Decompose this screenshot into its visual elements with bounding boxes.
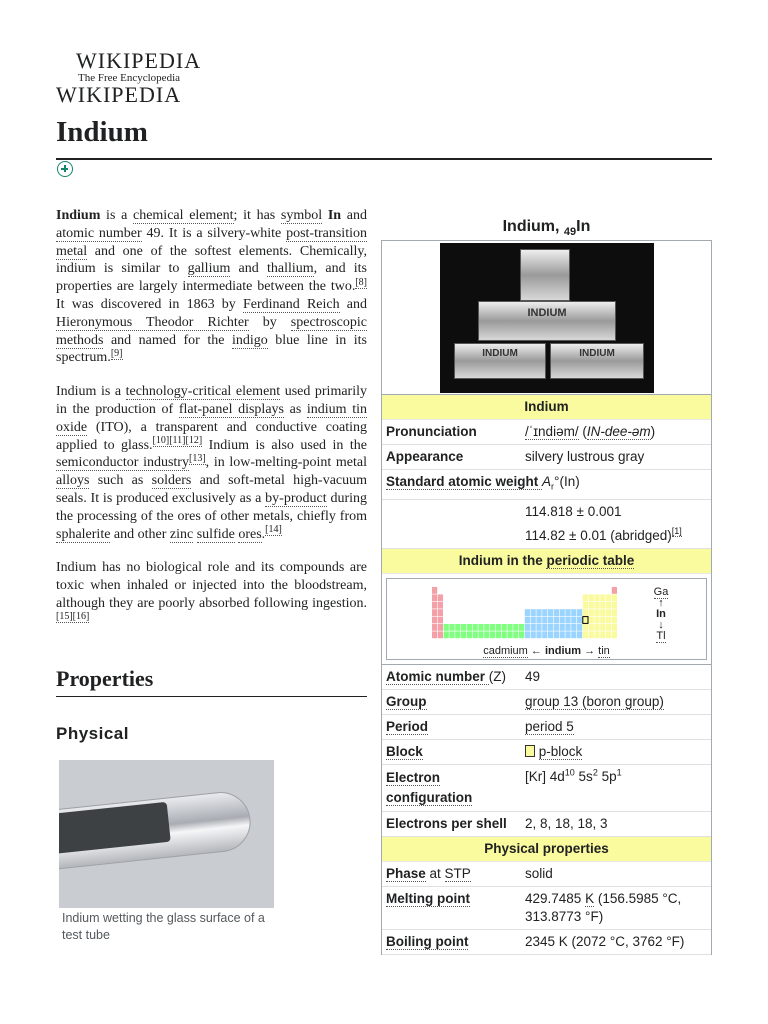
pt-cell — [548, 609, 553, 616]
pt-cell — [525, 624, 530, 631]
infobox-table — [381, 240, 712, 955]
row-label — [382, 690, 521, 714]
row-label — [382, 470, 580, 499]
ingot-right: INDIUM — [550, 343, 644, 379]
pt-cell — [531, 624, 536, 631]
pt-cell — [536, 624, 541, 631]
pt-cell — [542, 624, 547, 631]
text: . — [261, 526, 266, 542]
infobox-name-header: Indium — [382, 395, 711, 420]
pt-cell — [432, 624, 437, 631]
pt-cell — [525, 631, 530, 638]
link-gallium[interactable]: gallium — [187, 261, 231, 277]
indium-ingots-image[interactable] — [440, 243, 654, 393]
pt-cell — [577, 631, 582, 638]
stp-link[interactable]: STP — [444, 865, 471, 881]
pt-cell — [438, 631, 443, 638]
ingot-left: INDIUM — [454, 343, 546, 379]
link-flat-panel-displays[interactable]: flat-panel displays — [178, 401, 284, 417]
link-chemical-element[interactable]: chemical element — [132, 208, 234, 223]
text: 10 — [564, 767, 575, 778]
pt-cell — [484, 631, 489, 638]
kelvin-link[interactable]: K — [585, 890, 595, 906]
text: Indium has no biological role and its compounds are toxic when inhaled or injected into the bloodstream, although they are poorly absorbed following ingestion. — [56, 560, 367, 611]
section-divider — [56, 696, 367, 697]
pt-cell — [502, 631, 507, 638]
row-label — [382, 887, 521, 929]
text: (156.5985 °C, 313.8773 °F) — [525, 890, 682, 924]
link-alloys[interactable]: alloys — [56, 473, 90, 489]
text: and other — [110, 526, 170, 542]
text: 114.82 ± 0.01 (abridged) — [525, 527, 672, 543]
pt-cell — [612, 587, 617, 594]
pt-cell — [438, 609, 443, 616]
ingot-middle: INDIUM — [478, 301, 616, 341]
text: 2 — [592, 767, 598, 778]
pt-cell — [577, 616, 582, 623]
pt-cell — [577, 609, 582, 616]
link-atomic-number[interactable]: atomic number — [56, 225, 142, 241]
text: is a — [100, 208, 133, 223]
pt-cell — [432, 587, 437, 594]
pt-cell — [577, 624, 582, 631]
row-atomic-weight-label — [382, 470, 711, 500]
pt-cell — [589, 594, 594, 601]
row-value: solid — [525, 865, 553, 881]
pt-cell — [478, 624, 483, 631]
arrow-left-icon: ← — [527, 644, 545, 657]
row-value — [521, 715, 711, 739]
pt-cell — [490, 631, 495, 638]
pt-cell — [473, 631, 478, 638]
section-heading-properties: Properties — [56, 666, 154, 691]
pt-cell — [438, 601, 443, 608]
indium-symbol: In — [656, 607, 666, 620]
text: used primarily in the production of — [56, 384, 367, 417]
row-period — [382, 715, 711, 740]
tin-link[interactable]: tin — [598, 644, 610, 657]
subsection-heading-physical: Physical — [56, 724, 129, 743]
text: A — [542, 474, 552, 489]
intro-paragraph-2 — [56, 383, 367, 543]
test-tube-image[interactable] — [59, 760, 274, 908]
gallium-link[interactable]: Ga — [653, 585, 669, 598]
row-value: 2345 K (2072 °C, 3762 °F) — [525, 933, 685, 949]
pt-cell — [589, 624, 594, 631]
pt-cell — [583, 631, 588, 638]
pt-cell — [513, 631, 518, 638]
infobox-title-name: Indium, — [502, 218, 564, 235]
text: Indium is also used in the — [202, 437, 367, 453]
logo-tagline: The Free Encyclopedia — [78, 72, 181, 84]
row-phase — [382, 862, 711, 887]
cadmium-link[interactable]: cadmium — [483, 644, 528, 657]
arrow-down-icon: ↓ — [658, 618, 664, 631]
link-sphalerite[interactable]: sphalerite — [56, 526, 111, 542]
text: at — [425, 865, 445, 881]
pt-cell — [612, 616, 617, 623]
periodic-table-cell — [382, 574, 711, 665]
pt-cell — [583, 594, 588, 601]
text: °(In) — [554, 474, 580, 489]
pt-cell — [560, 624, 565, 631]
pt-cell — [467, 624, 472, 631]
text: ) — [650, 424, 656, 439]
row-label-empty — [382, 524, 521, 548]
pt-cell — [467, 631, 472, 638]
row-value — [521, 420, 711, 444]
pt-cell — [594, 624, 599, 631]
pt-cell — [560, 631, 565, 638]
row-label — [382, 665, 521, 689]
bold-symbol: In — [327, 208, 342, 223]
pt-cell — [600, 594, 605, 601]
row-value — [521, 740, 711, 764]
pt-cell — [507, 631, 512, 638]
pt-cell — [571, 616, 576, 623]
pt-cell — [594, 601, 599, 608]
pt-cell — [600, 624, 605, 631]
pt-cell — [589, 601, 594, 608]
citation-link[interactable]: [8] — [355, 276, 367, 288]
title-divider — [56, 158, 712, 160]
pt-cell — [554, 609, 559, 616]
physical-properties-header: Physical properties — [382, 837, 711, 862]
ipa-link[interactable]: /ˈɪndiəm/ — [525, 424, 579, 439]
link-post-transition-metal[interactable]: post-transition metal — [56, 225, 367, 259]
text: , in low-melting-point metal — [205, 455, 367, 471]
text: and — [341, 208, 367, 223]
row-group — [382, 690, 711, 715]
pt-cell — [606, 624, 611, 631]
pt-cell — [513, 624, 518, 631]
pt-cell — [531, 616, 536, 623]
melting-point-link[interactable]: Melting point — [386, 890, 470, 906]
infobox — [381, 210, 712, 955]
link-thallium[interactable]: thallium — [266, 261, 314, 277]
row-melting-point — [382, 887, 711, 930]
pt-cell — [496, 624, 501, 631]
pt-cell — [432, 631, 437, 638]
pt-cell — [444, 631, 449, 638]
pt-cell — [612, 631, 617, 638]
pt-cell — [594, 616, 599, 623]
pt-cell — [600, 601, 605, 608]
pt-cell — [606, 631, 611, 638]
citation-link[interactable]: [15][16] — [56, 611, 90, 623]
link-zinc[interactable]: zinc — [169, 526, 194, 542]
pt-cell — [432, 616, 437, 623]
periodic-row-nav — [387, 645, 706, 657]
row-label: Appearance — [386, 449, 464, 464]
pt-cell — [490, 624, 495, 631]
text: and — [339, 296, 367, 312]
text: blue line in its spectrum. — [56, 332, 367, 366]
row-label: Electrons per shell — [386, 815, 507, 831]
text: 5s — [574, 768, 593, 784]
image-caption: Indium wetting the glass surface of a test tube — [62, 911, 265, 942]
plus-circle-icon[interactable] — [57, 161, 73, 177]
row-value — [521, 765, 711, 811]
row-label — [382, 930, 521, 954]
pt-cell — [571, 624, 576, 631]
pt-cell — [496, 631, 501, 638]
pt-cell — [565, 631, 570, 638]
link-by-product[interactable]: by-product — [265, 490, 327, 506]
group-link[interactable]: Group — [386, 693, 427, 709]
pt-cell — [455, 624, 460, 631]
text: during the processing of the ores of other metals, chiefly from — [56, 490, 367, 524]
pt-cell — [432, 609, 437, 616]
page-title: Indium — [56, 116, 148, 148]
row-block — [382, 740, 711, 765]
link-symbol[interactable]: symbol — [280, 208, 323, 223]
p-block-link[interactable]: p-block — [538, 743, 583, 759]
row-label — [382, 740, 521, 764]
text: 49. It is a silvery-white — [141, 225, 287, 241]
indium-label: indium — [544, 644, 582, 657]
infobox-title-z: 49 — [563, 226, 577, 239]
link-richter[interactable]: Hieronymous Theodor Richter — [56, 314, 249, 330]
pt-cell — [548, 631, 553, 638]
infobox-photo-cell — [382, 241, 711, 395]
text: It was discovered in 1863 by — [56, 296, 243, 312]
pt-cell — [571, 631, 576, 638]
pt-cell — [542, 609, 547, 616]
thallium-link[interactable]: Tl — [656, 629, 666, 642]
row-atomic-number — [382, 665, 711, 690]
infobox-title-symbol: In — [576, 218, 591, 235]
pt-cell — [536, 631, 541, 638]
row-value — [521, 690, 711, 714]
link-solders[interactable]: solders — [151, 473, 192, 489]
pt-cell — [554, 624, 559, 631]
link-technology-critical-element[interactable]: technology-critical element — [125, 384, 281, 400]
period-link[interactable]: Period — [386, 718, 429, 734]
row-value — [521, 524, 711, 548]
citation-link[interactable]: [1] — [671, 526, 682, 537]
pt-cell — [519, 624, 524, 631]
row-atomic-weight-1 — [382, 500, 711, 524]
text: and soft-metal high-vacuum seals. It is produced exclusively as a — [56, 473, 368, 506]
pt-cell — [455, 631, 460, 638]
text: (ITO), a transparent and conductive coating applied to glass. — [56, 419, 367, 453]
row-pronunciation — [382, 420, 711, 445]
pt-cell — [565, 624, 570, 631]
pt-cell — [594, 594, 599, 601]
row-label-empty — [382, 500, 521, 524]
electron-configuration-link[interactable]: Electron configuration — [386, 769, 473, 805]
pt-cell — [589, 609, 594, 616]
periodic-table-link[interactable]: periodic table — [546, 552, 635, 568]
row-appearance — [382, 445, 711, 470]
wikipedia-logo[interactable] — [56, 48, 202, 107]
pt-cell — [432, 601, 437, 608]
text: , and its properties are largely intermediate between the two. — [56, 261, 367, 295]
pt-cell — [449, 631, 454, 638]
pt-cell — [542, 631, 547, 638]
intro-paragraph-3 — [56, 559, 367, 630]
pt-cell — [583, 601, 588, 608]
text: (Z) — [488, 668, 507, 684]
periodic-neighbors — [653, 587, 669, 642]
pt-cell — [554, 616, 559, 623]
text: 5p — [597, 768, 617, 784]
text: 1 — [616, 767, 622, 778]
pt-cell — [438, 624, 443, 631]
pt-cell — [461, 624, 466, 631]
arrow-right-icon: → — [581, 644, 599, 657]
row-value — [521, 887, 711, 929]
pt-cell — [502, 624, 507, 631]
pt-cell — [525, 609, 530, 616]
row-electron-configuration — [382, 765, 711, 812]
periodic-table-frame — [386, 578, 707, 660]
text: Indium in the — [458, 552, 547, 568]
pt-cell — [594, 609, 599, 616]
citation-link[interactable]: [9] — [110, 347, 123, 359]
pt-cell — [432, 594, 437, 601]
link-spectroscopic-methods[interactable]: spectroscopic methods — [56, 314, 367, 348]
text: and named for the — [103, 332, 232, 348]
link-ores[interactable]: ores — [238, 526, 262, 542]
pt-cell — [507, 624, 512, 631]
row-value: 114.818 ± 0.001 — [525, 503, 622, 519]
text: and — [230, 261, 267, 277]
pt-cell — [560, 609, 565, 616]
row-atomic-weight-2 — [382, 524, 711, 549]
logo-wordmark-secondary: WIKIPEDIA — [56, 82, 182, 107]
pt-cell — [589, 631, 594, 638]
text: as — [283, 401, 307, 417]
article-intro — [56, 207, 367, 647]
pt-cell — [536, 609, 541, 616]
pt-cell — [600, 609, 605, 616]
pt-cell — [438, 616, 443, 623]
pt-cell — [531, 631, 536, 638]
pt-cell — [548, 624, 553, 631]
infobox-title — [381, 210, 712, 240]
pt-cell — [612, 601, 617, 608]
boiling-point-link[interactable]: Boiling point — [386, 933, 469, 949]
pt-cell — [606, 594, 611, 601]
pt-cell — [536, 616, 541, 623]
logo-wordmark: WIKIPEDIA — [76, 48, 202, 73]
pt-cell — [525, 616, 530, 623]
row-boiling-point — [382, 930, 711, 955]
pt-cell — [554, 631, 559, 638]
pt-cell — [589, 616, 594, 623]
pt-cell — [612, 624, 617, 631]
citation-link[interactable]: [14] — [265, 523, 282, 535]
link-indigo[interactable]: indigo — [231, 332, 268, 348]
pt-cell — [478, 631, 483, 638]
pt-cell — [560, 616, 565, 623]
pt-cell — [531, 609, 536, 616]
ingot-cube — [520, 249, 570, 301]
block-link[interactable]: Block — [386, 743, 423, 759]
pt-cell — [473, 624, 478, 631]
pt-cell — [444, 624, 449, 631]
row-label — [382, 715, 521, 739]
pt-cell — [606, 601, 611, 608]
boron-group-link[interactable]: group 13 (boron group) — [525, 693, 664, 709]
row-label: Pronunciation — [386, 424, 477, 439]
pt-cell — [484, 624, 489, 631]
atomic-number-link[interactable]: Atomic number — [386, 668, 489, 684]
period-5-link[interactable]: period 5 — [525, 718, 574, 734]
pt-cell — [519, 631, 524, 638]
text: such as — [89, 473, 152, 489]
pt-cell — [449, 624, 454, 631]
pt-cell — [583, 624, 588, 631]
row-value: silvery lustrous gray — [525, 449, 645, 464]
bold-term: Indium — [56, 208, 101, 223]
pt-cell — [583, 609, 588, 616]
link-indium-tin-oxide[interactable]: indium tin oxide — [56, 401, 367, 435]
pt-cell — [565, 609, 570, 616]
pt-cell — [565, 616, 570, 623]
phase-link[interactable]: Phase — [386, 865, 426, 881]
text: ( — [578, 424, 587, 439]
pt-cell — [606, 609, 611, 616]
text: Indium is a — [56, 384, 126, 400]
pt-cell — [606, 616, 611, 623]
row-value: 2, 8, 18, 18, 3 — [525, 815, 608, 831]
pt-cell — [542, 616, 547, 623]
pt-cell — [571, 609, 576, 616]
row-label — [382, 862, 521, 886]
citation-link[interactable]: [13] — [188, 452, 206, 464]
respelling-link[interactable]: IN-dee-əm — [586, 424, 651, 439]
pt-cell — [548, 616, 553, 623]
arrow-up-icon: ↑ — [658, 596, 664, 609]
citation-link[interactable]: [10][11][12] — [152, 434, 203, 446]
pt-cell — [600, 631, 605, 638]
row-label — [382, 765, 521, 811]
pt-cell-indium — [583, 616, 588, 623]
link-sulfide[interactable]: sulfide — [196, 526, 235, 542]
text: and one of the softest elements. Chemically, indium is similar to — [56, 243, 367, 277]
pt-cell — [438, 594, 443, 601]
row-value: 49 — [525, 668, 541, 684]
pt-cell — [612, 594, 617, 601]
standard-atomic-weight-link[interactable]: Standard atomic weight — [386, 474, 543, 489]
intro-paragraph-1 — [56, 207, 367, 367]
link-semiconductor-industry[interactable]: semiconductor industry — [56, 455, 189, 471]
row-electrons-per-shell — [382, 812, 711, 837]
p-block-swatch-icon — [525, 745, 535, 757]
pt-cell — [612, 609, 617, 616]
pt-cell — [461, 631, 466, 638]
pt-cell — [600, 616, 605, 623]
text: ; it has — [233, 208, 281, 223]
pt-cell — [594, 631, 599, 638]
text: 429.7485 — [525, 890, 586, 906]
text: [Kr] 4d — [525, 768, 565, 784]
periodic-table-header — [382, 549, 711, 574]
text: r — [551, 481, 555, 492]
text: by — [248, 314, 291, 330]
link-ferdinand-reich[interactable]: Ferdinand Reich — [242, 296, 340, 312]
